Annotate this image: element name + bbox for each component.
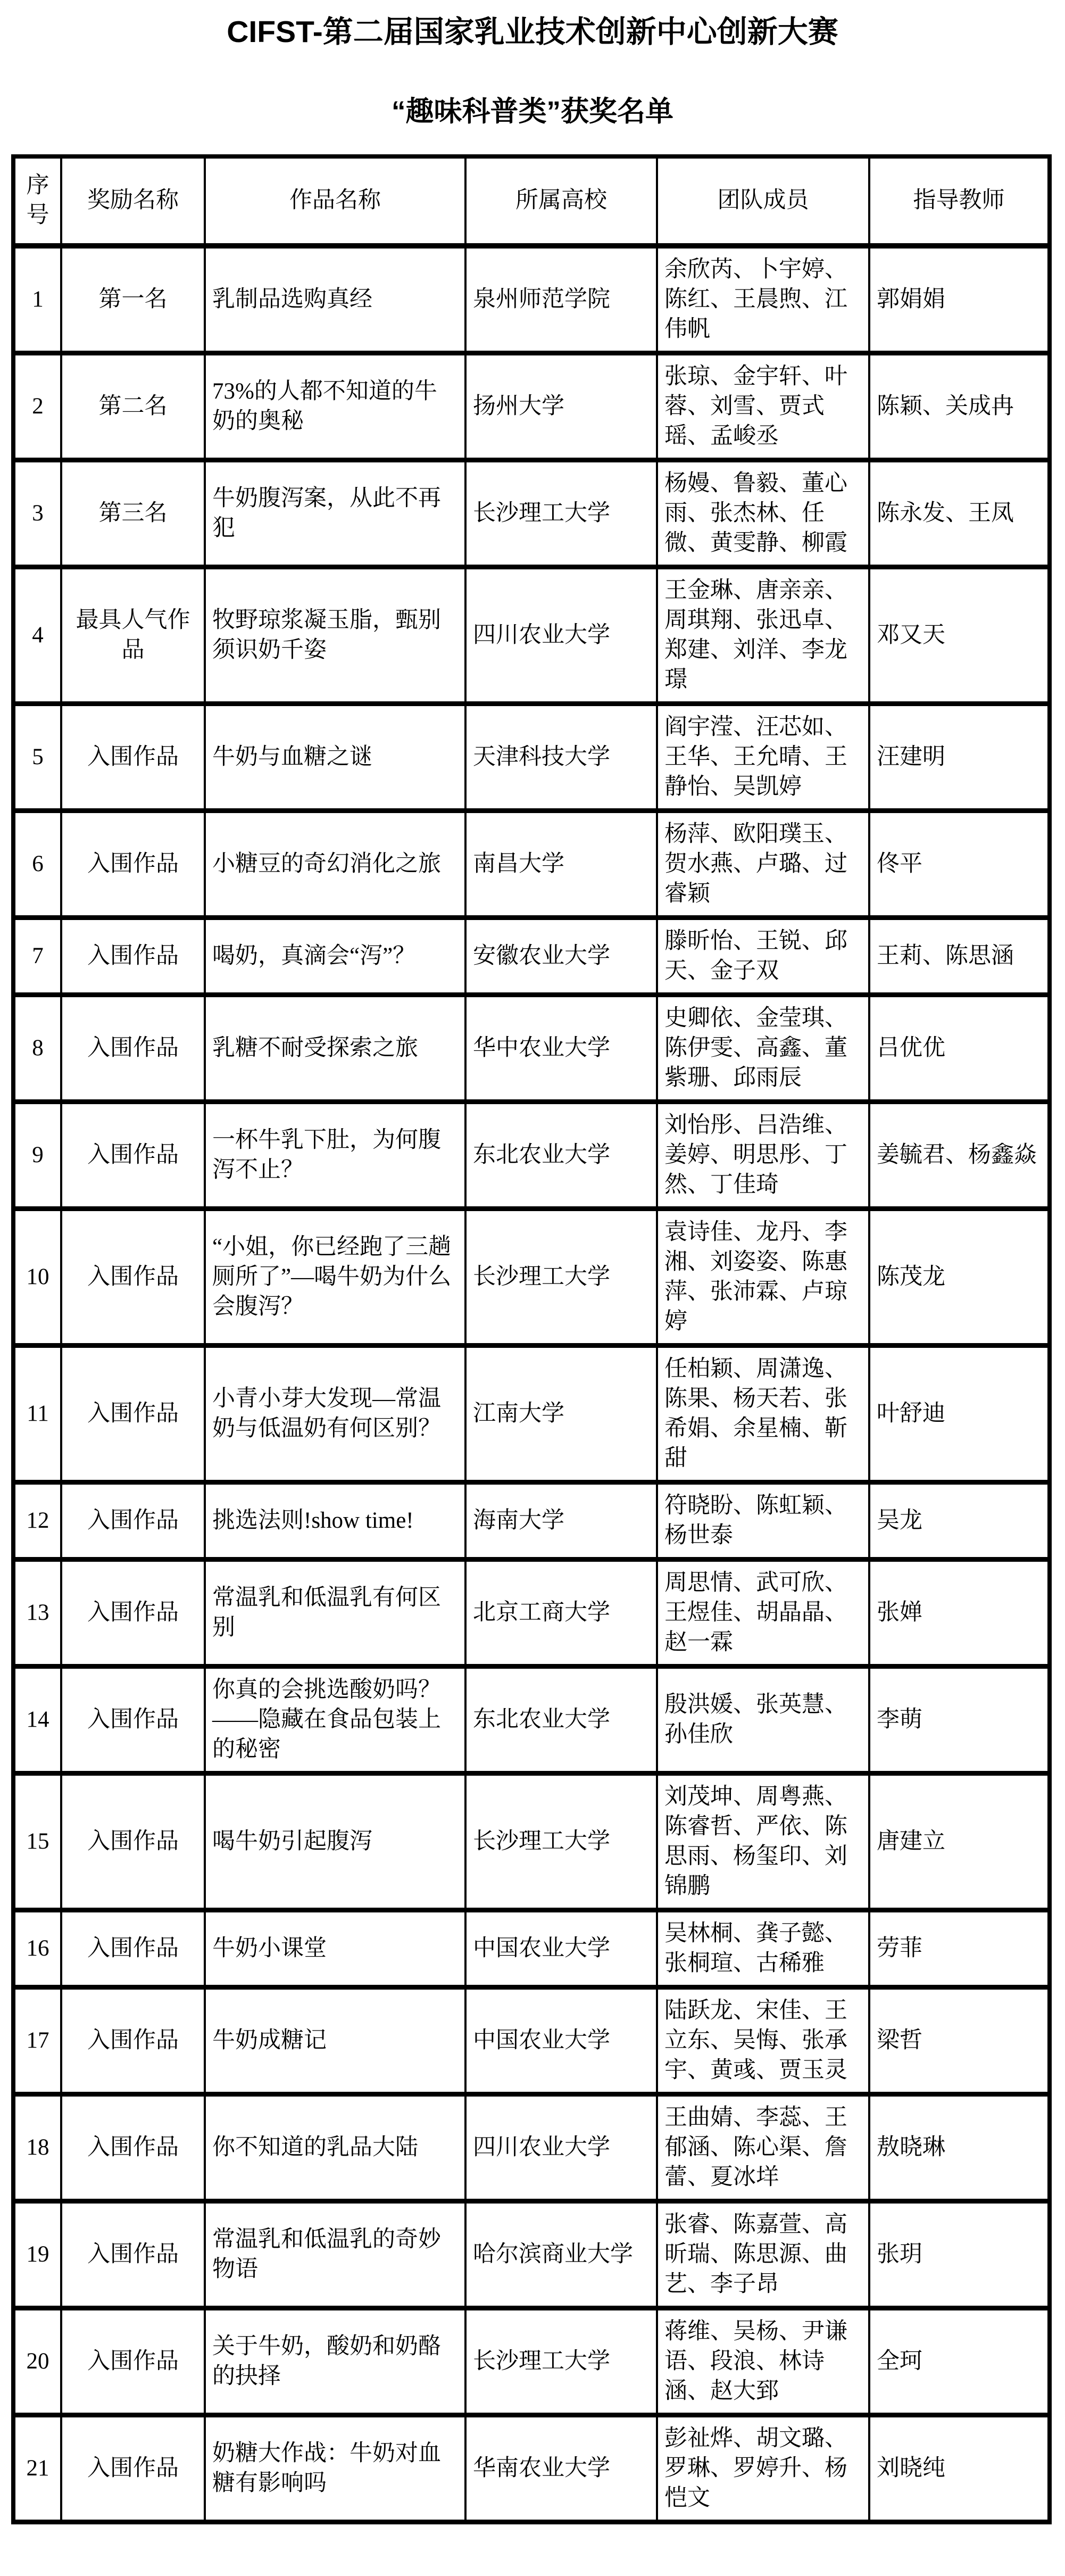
cell-no: 13	[13, 1559, 61, 1666]
cell-no: 12	[13, 1482, 61, 1559]
cell-team-members: 张琼、金宇轩、叶蓉、刘雪、贾式瑶、孟峻丞	[657, 353, 869, 460]
cell-award: 入围作品	[61, 1666, 205, 1773]
cell-team-members: 彭祉烨、胡文璐、罗琳、罗婷升、杨恺文	[657, 2415, 869, 2522]
table-row	[13, 246, 1050, 353]
cell-work-title: 73%的人都不知道的牛奶的奥秘	[205, 353, 465, 460]
cell-school: 安徽农业大学	[465, 917, 657, 995]
cell-no: 14	[13, 1666, 61, 1773]
cell-school: 四川农业大学	[465, 2094, 657, 2201]
cell-team-members: 余欣芮、卜宇婷、陈红、王晨煦、江伟帆	[657, 246, 869, 353]
cell-advisor: 李萌	[869, 1666, 1050, 1773]
table-row	[13, 1666, 1050, 1773]
cell-no: 18	[13, 2094, 61, 2201]
cell-award: 入围作品	[61, 1482, 205, 1559]
cell-school: 华南农业大学	[465, 2415, 657, 2522]
cell-team-members: 蒋维、吴杨、尹谦语、段浪、林诗涵、赵大郅	[657, 2308, 869, 2415]
cell-team-members: 王曲婧、李蕊、王郁涵、陈心渠、詹蕾、夏冰垟	[657, 2094, 869, 2201]
table-row	[13, 810, 1050, 917]
cell-award: 入围作品	[61, 1987, 205, 2094]
cell-team-members: 杨萍、欧阳璞玉、贺水燕、卢璐、过睿颖	[657, 810, 869, 917]
page-subtitle: “趣味科普类”获奖名单	[392, 96, 673, 128]
table-row	[13, 1101, 1050, 1208]
cell-award: 最具人气作品	[61, 567, 205, 703]
cell-award: 入围作品	[61, 703, 205, 810]
header-school: 所属高校	[465, 156, 657, 246]
cell-work-title: 挑选法则!show time!	[205, 1482, 465, 1559]
cell-school: 华中农业大学	[465, 995, 657, 1101]
cell-award: 入围作品	[61, 1559, 205, 1666]
table-row	[13, 1208, 1050, 1345]
table-row	[13, 1773, 1050, 1910]
cell-advisor: 王莉、陈思涵	[869, 917, 1050, 995]
cell-advisor: 刘晓纯	[869, 2415, 1050, 2522]
cell-team-members: 陆跃龙、宋佳、王立东、吴悔、张承宇、黄彧、贾玉灵	[657, 1987, 869, 2094]
header-no: 序号	[13, 156, 61, 246]
cell-no: 11	[13, 1345, 61, 1482]
table-row	[13, 995, 1050, 1101]
cell-advisor: 全珂	[869, 2308, 1050, 2415]
table-row	[13, 1559, 1050, 1666]
cell-award: 入围作品	[61, 917, 205, 995]
cell-work-title: 乳糖不耐受探索之旅	[205, 995, 465, 1101]
cell-school: 中国农业大学	[465, 1910, 657, 1987]
cell-school: 泉州师范学院	[465, 246, 657, 353]
cell-award: 入围作品	[61, 1208, 205, 1345]
cell-award: 入围作品	[61, 995, 205, 1101]
cell-team-members: 阎宇滢、汪芯如、王华、王允晴、王静怡、吴凯婷	[657, 703, 869, 810]
cell-work-title: 牛奶成糖记	[205, 1987, 465, 2094]
header-award: 奖励名称	[61, 156, 205, 246]
cell-no: 15	[13, 1773, 61, 1910]
cell-award: 第一名	[61, 246, 205, 353]
cell-no: 4	[13, 567, 61, 703]
table-row	[13, 703, 1050, 810]
cell-no: 5	[13, 703, 61, 810]
cell-team-members: 杨嫚、鲁毅、董心雨、张杰林、任微、黄雯静、柳霞	[657, 460, 869, 567]
cell-team-members: 任柏颖、周潇逸、陈果、杨天若、张希娟、余星楠、靳甜	[657, 1345, 869, 1482]
cell-team-members: 吴林桐、龚子懿、张桐瑄、古稀雅	[657, 1910, 869, 1987]
cell-work-title: 牛奶与血糖之谜	[205, 703, 465, 810]
cell-award: 入围作品	[61, 1910, 205, 1987]
table-row	[13, 1987, 1050, 2094]
cell-school: 四川农业大学	[465, 567, 657, 703]
cell-school: 中国农业大学	[465, 1987, 657, 2094]
cell-school: 南昌大学	[465, 810, 657, 917]
cell-work-title: 你不知道的乳品大陆	[205, 2094, 465, 2201]
cell-no: 21	[13, 2415, 61, 2522]
cell-no: 20	[13, 2308, 61, 2415]
cell-work-title: 常温乳和低温乳的奇妙物语	[205, 2201, 465, 2308]
cell-award: 入围作品	[61, 810, 205, 917]
cell-team-members: 殷洪媛、张英慧、孙佳欣	[657, 1666, 869, 1773]
cell-work-title: 牛奶小课堂	[205, 1910, 465, 1987]
header-team: 团队成员	[657, 156, 869, 246]
awards-table-head	[13, 156, 1050, 246]
cell-work-title: 小青小芽大发现—常温奶与低温奶有何区别？	[205, 1345, 465, 1482]
cell-school: 长沙理工大学	[465, 1208, 657, 1345]
cell-advisor: 吕优优	[869, 995, 1050, 1101]
cell-no: 6	[13, 810, 61, 917]
cell-advisor: 张玥	[869, 2201, 1050, 2308]
table-row	[13, 567, 1050, 703]
cell-school: 长沙理工大学	[465, 2308, 657, 2415]
cell-advisor: 郭娟娟	[869, 246, 1050, 353]
cell-award: 入围作品	[61, 2415, 205, 2522]
awards-table	[11, 154, 1052, 2524]
cell-advisor: 陈永发、王凤	[869, 460, 1050, 567]
cell-school: 长沙理工大学	[465, 1773, 657, 1910]
cell-no: 1	[13, 246, 61, 353]
cell-advisor: 梁哲	[869, 1987, 1050, 2094]
cell-no: 7	[13, 917, 61, 995]
cell-advisor: 吴龙	[869, 1482, 1050, 1559]
cell-no: 9	[13, 1101, 61, 1208]
cell-school: 海南大学	[465, 1482, 657, 1559]
cell-no: 10	[13, 1208, 61, 1345]
cell-work-title: 喝牛奶引起腹泻	[205, 1773, 465, 1910]
header-work: 作品名称	[205, 156, 465, 246]
cell-team-members: 周思情、武可欣、王煜佳、胡晶晶、赵一霖	[657, 1559, 869, 1666]
header-advisor: 指导教师	[869, 156, 1050, 246]
cell-work-title: 奶糖大作战：牛奶对血糖有影响吗	[205, 2415, 465, 2522]
cell-work-title: 牛奶腹泻案，从此不再犯	[205, 460, 465, 567]
cell-school: 东北农业大学	[465, 1101, 657, 1208]
cell-award: 入围作品	[61, 2094, 205, 2201]
cell-work-title: 关于牛奶，酸奶和奶酪的抉择	[205, 2308, 465, 2415]
table-row	[13, 2094, 1050, 2201]
cell-advisor: 叶舒迪	[869, 1345, 1050, 1482]
cell-advisor: 佟平	[869, 810, 1050, 917]
cell-work-title: 喝奶，真滴会“泻”？	[205, 917, 465, 995]
cell-no: 19	[13, 2201, 61, 2308]
cell-award: 入围作品	[61, 1345, 205, 1482]
page-title: CIFST-第二届国家乳业技术创新中心创新大赛	[227, 15, 838, 49]
cell-team-members: 刘茂坤、周粤燕、陈睿哲、严依、陈思雨、杨玺印、刘锦鹏	[657, 1773, 869, 1910]
header-row	[13, 156, 1050, 246]
cell-work-title: 一杯牛乳下肚，为何腹泻不止？	[205, 1101, 465, 1208]
cell-school: 扬州大学	[465, 353, 657, 460]
cell-advisor: 邓又天	[869, 567, 1050, 703]
cell-award: 入围作品	[61, 1101, 205, 1208]
cell-advisor: 陈颖、关成冉	[869, 353, 1050, 460]
cell-school: 天津科技大学	[465, 703, 657, 810]
cell-work-title: 你真的会挑选酸奶吗？——隐藏在食品包装上的秘密	[205, 1666, 465, 1773]
table-row	[13, 917, 1050, 995]
cell-advisor: 唐建立	[869, 1773, 1050, 1910]
cell-team-members: 刘怡彤、吕浩维、姜婷、明思彤、丁然、丁佳琦	[657, 1101, 869, 1208]
cell-advisor: 敖晓琳	[869, 2094, 1050, 2201]
cell-no: 16	[13, 1910, 61, 1987]
cell-work-title: 乳制品选购真经	[205, 246, 465, 353]
cell-advisor: 陈茂龙	[869, 1208, 1050, 1345]
cell-no: 8	[13, 995, 61, 1101]
cell-advisor: 姜毓君、杨鑫焱	[869, 1101, 1050, 1208]
table-row	[13, 460, 1050, 567]
cell-award: 入围作品	[61, 2201, 205, 2308]
cell-school: 长沙理工大学	[465, 460, 657, 567]
awards-table-body	[13, 246, 1050, 2522]
cell-team-members: 滕昕怡、王锐、邱天、金子双	[657, 917, 869, 995]
cell-work-title: 常温乳和低温乳有何区别	[205, 1559, 465, 1666]
cell-team-members: 王金琳、唐亲亲、周琪翔、张迅卓、郑建、刘洋、李龙璟	[657, 567, 869, 703]
cell-no: 2	[13, 353, 61, 460]
cell-work-title: 小糖豆的奇幻消化之旅	[205, 810, 465, 917]
cell-advisor: 张婵	[869, 1559, 1050, 1666]
table-row	[13, 1345, 1050, 1482]
cell-no: 17	[13, 1987, 61, 2094]
cell-team-members: 史卿依、金莹琪、陈伊雯、高鑫、董紫珊、邱雨辰	[657, 995, 869, 1101]
cell-school: 北京工商大学	[465, 1559, 657, 1666]
cell-work-title: “小姐，你已经跑了三趟厕所了”—喝牛奶为什么会腹泻？	[205, 1208, 465, 1345]
cell-team-members: 袁诗佳、龙丹、李湘、刘姿姿、陈惠萍、张沛霖、卢琼婷	[657, 1208, 869, 1345]
cell-work-title: 牧野琼浆凝玉脂，甄别须识奶千姿	[205, 567, 465, 703]
cell-team-members: 符晓盼、陈虹颖、杨世泰	[657, 1482, 869, 1559]
cell-award: 入围作品	[61, 1773, 205, 1910]
table-row	[13, 1910, 1050, 1987]
cell-award: 第二名	[61, 353, 205, 460]
cell-no: 3	[13, 460, 61, 567]
table-row	[13, 1482, 1050, 1559]
cell-advisor: 劳菲	[869, 1910, 1050, 1987]
cell-award: 入围作品	[61, 2308, 205, 2415]
table-row	[13, 2415, 1050, 2522]
cell-award: 第三名	[61, 460, 205, 567]
cell-school: 东北农业大学	[465, 1666, 657, 1773]
table-row	[13, 2201, 1050, 2308]
table-row	[13, 2308, 1050, 2415]
cell-advisor: 汪建明	[869, 703, 1050, 810]
table-row	[13, 353, 1050, 460]
cell-team-members: 张睿、陈嘉萱、高昕瑞、陈思源、曲艺、李子昂	[657, 2201, 869, 2308]
cell-school: 江南大学	[465, 1345, 657, 1482]
cell-school: 哈尔滨商业大学	[465, 2201, 657, 2308]
